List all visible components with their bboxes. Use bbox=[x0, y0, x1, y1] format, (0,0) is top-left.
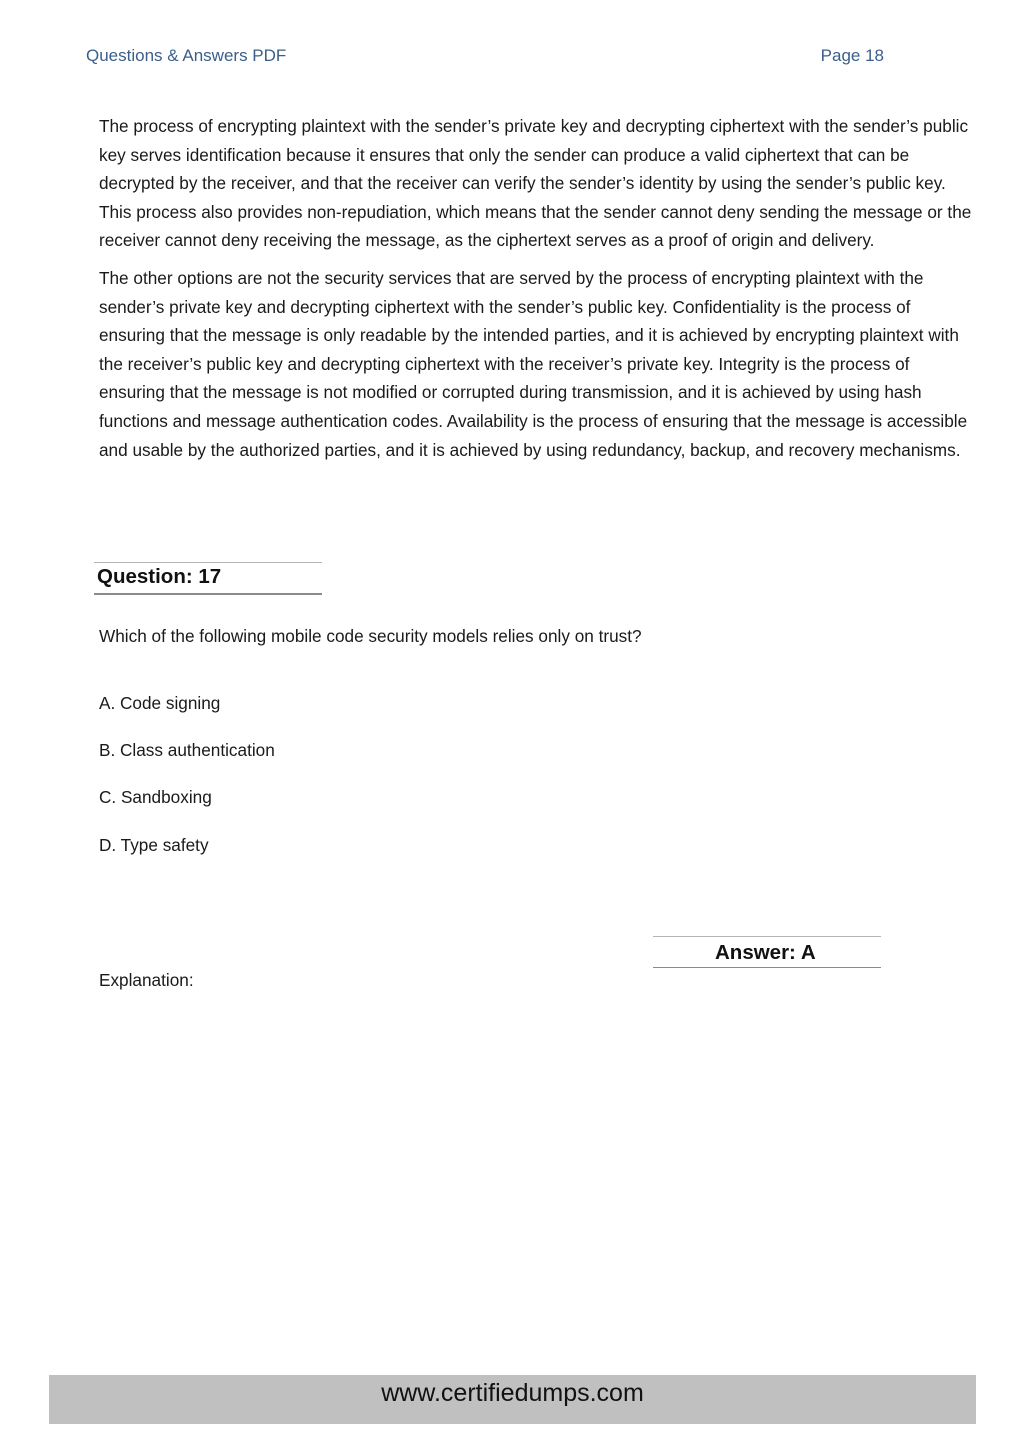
header-title: Questions & Answers PDF bbox=[86, 46, 287, 65]
question-label: Question: 17 bbox=[97, 565, 222, 588]
footer-url: www.certifiedumps.com bbox=[381, 1379, 644, 1407]
answer-label: Answer: A bbox=[715, 941, 816, 964]
option-d: D. Type safety bbox=[99, 835, 209, 855]
page-number: Page 18 bbox=[820, 46, 884, 65]
question-text: Which of the following mobile code security models relies only on trust? bbox=[99, 626, 642, 646]
option-b: B. Class authentication bbox=[99, 740, 275, 760]
page-header bbox=[86, 46, 884, 70]
footer-bar bbox=[49, 1375, 976, 1424]
answer-box bbox=[653, 936, 881, 968]
explanation-label: Explanation: bbox=[99, 970, 194, 990]
explanation-paragraph: The other options are not the security services that are served by the process of encrypting plaintext with the sender’s private key and decrypting ciphertext with the sender’s public key. Confidentiality is the process of ensuring that the message is only readable by the intended parties, and it is achieved by encrypting plaintext with the receiver’s public key and decrypting ciphertext with the receiver’s private key. Integrity is the process of ensuring that the message is not modified or corrupted during transmission, and it is achieved by using hash functions and message authentication codes. Availability is the process of ensuring that the message is accessible and usable by the authorized parties, and it is achieved by using redundancy, backup, and recovery mechanisms. bbox=[99, 267, 968, 460]
explanation-paragraph: The process of encrypting plaintext with the sender’s private key and decrypting ciphertext with the sender’s public key serves identification because it ensures that only the sender can produce a valid ciphertext that can be decrypted by the receiver, and that the receiver can verify the sender’s identity by using the sender’s public key. This process also provides non-repudiation, which means that the sender cannot deny sending the message or the receiver cannot deny receiving the message, as the ciphertext serves as a proof of origin and delivery. bbox=[99, 116, 972, 251]
option-a: A. Code signing bbox=[99, 693, 221, 713]
option-c: C. Sandboxing bbox=[99, 787, 212, 807]
previous-explanation bbox=[99, 112, 974, 473]
question-heading bbox=[94, 562, 322, 595]
